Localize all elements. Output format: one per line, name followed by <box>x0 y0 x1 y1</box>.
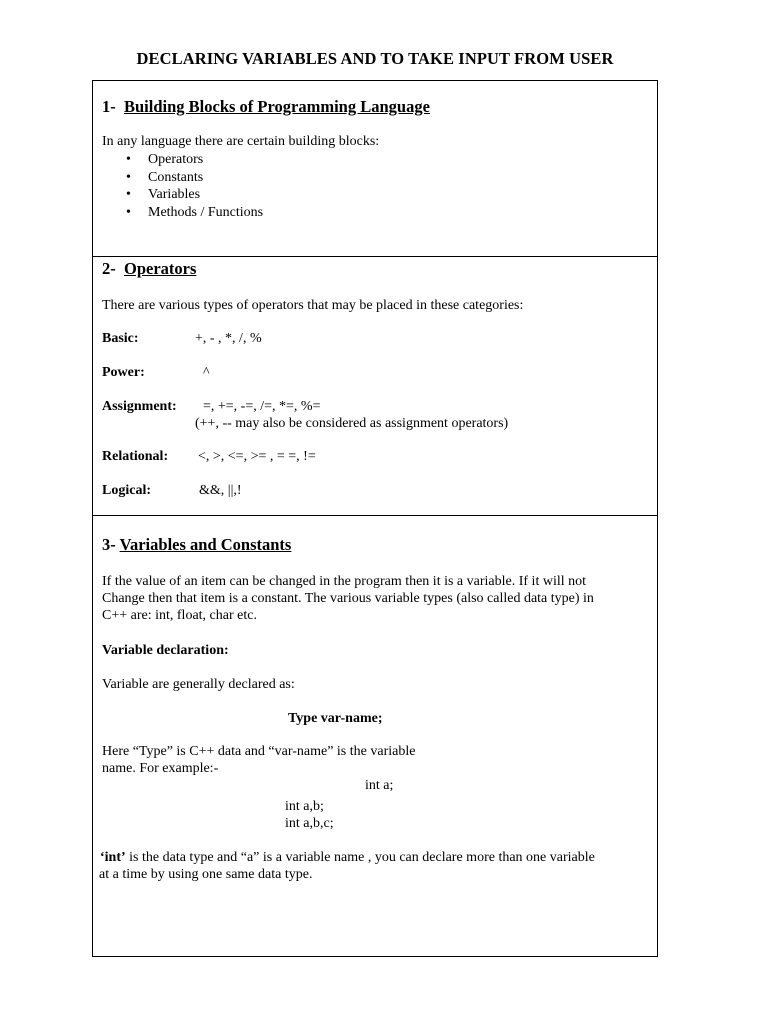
section-number: 3- <box>102 535 116 554</box>
closing-text: is the data type and “a” is a variable name , you can declare more than one variable <box>125 850 595 865</box>
section-intro: In any language there are certain building blocks: <box>102 134 380 149</box>
list-item: • Operators <box>102 151 263 169</box>
operator-value: +, - , *, /, % <box>195 331 262 346</box>
paragraph-line: name. For example:- <box>102 761 219 776</box>
section-building-blocks <box>92 80 658 257</box>
section-heading <box>102 260 196 277</box>
operator-label: Assignment: <box>102 399 177 414</box>
operator-label: Basic: <box>102 331 139 346</box>
section-title: Building Blocks of Programming Language <box>124 97 430 116</box>
section-title: Variables and Constants <box>119 535 292 554</box>
section-operators <box>92 256 658 516</box>
operator-label: Power: <box>102 365 145 380</box>
section-title: Operators <box>124 259 197 278</box>
list-item: • Methods / Functions <box>102 204 263 222</box>
data-type-keyword: ‘int’ <box>100 850 126 865</box>
operator-value: ^ <box>203 365 210 380</box>
subheading: Variable declaration: <box>102 643 229 658</box>
code-example: int a,b; <box>285 799 324 814</box>
building-blocks-list <box>102 151 263 222</box>
section-number: 2- <box>102 259 116 278</box>
section-intro: There are various types of operators that may be placed in these categories: <box>102 298 524 313</box>
paragraph-line: Variable are generally declared as: <box>102 677 295 692</box>
operator-note: (++, -- may also be considered as assignment operators) <box>195 416 509 431</box>
paragraph-line: Here “Type” is C++ data and “var-name” is the variable <box>102 744 416 759</box>
code-example: int a; <box>365 778 394 793</box>
operator-label: Relational: <box>102 449 169 464</box>
list-item: • Constants <box>102 169 263 187</box>
page-title: DECLARING VARIABLES AND TO TAKE INPUT FROM USER <box>136 49 614 68</box>
section-heading <box>102 536 291 553</box>
operator-value: =, +=, -=, /=, *=, %= <box>203 399 321 414</box>
operator-value: <, >, <=, >= , = =, != <box>198 449 316 464</box>
operator-value: &&, ||,! <box>199 483 242 498</box>
syntax-line: Type var-name; <box>288 711 383 726</box>
code-example: int a,b,c; <box>285 816 334 831</box>
section-variables-constants <box>92 515 658 957</box>
operator-label: Logical: <box>102 483 151 498</box>
section-number: 1- <box>102 97 116 116</box>
paragraph-line: at a time by using one same data type. <box>99 867 313 882</box>
list-item: • Variables <box>102 186 263 204</box>
paragraph-line: C++ are: int, float, char etc. <box>102 608 257 623</box>
paragraph-line: Change then that item is a constant. The various variable types (also called data type) in <box>102 591 594 606</box>
paragraph-line: If the value of an item can be changed in the program then it is a variable. If it will not <box>102 574 586 589</box>
paragraph-line <box>100 849 595 866</box>
section-heading <box>102 98 430 115</box>
